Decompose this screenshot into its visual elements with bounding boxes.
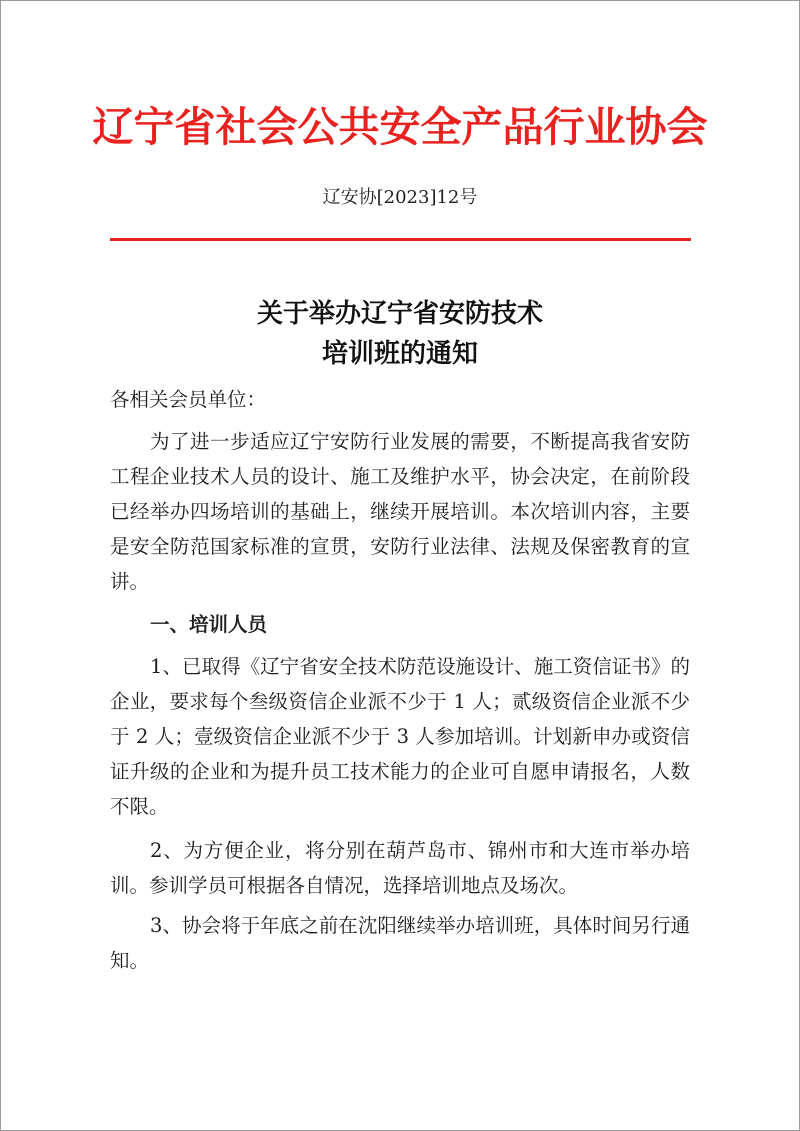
notice-title-line-1: 关于举办辽宁省安防技术	[256, 299, 543, 329]
document-number: 辽安协[2023]12号	[322, 187, 478, 208]
list-item: 2、为方便企业，将分别在葫芦岛市、锦州市和大连市举办培训。参训学员可根据各自情况，选择培训地点及场次。	[110, 839, 690, 897]
list-item: 1、已取得《辽宁省安全技术防范设施设计、施工资信证书》的企业，要求每个叁级资信企业派不少于 1 人；贰级资信企业派不少于 2 人；壹级资信企业派不少于 3 人参加培训。计划新申办或资信证升级的企业和为提升员工技术能力的企业可自愿申请报名，人数不限。	[110, 655, 690, 818]
salutation: 各相关会员单位：	[110, 388, 267, 411]
notice-title-line-2: 培训班的通知	[321, 339, 478, 369]
section-heading-trainees: 一、培训人员	[150, 613, 268, 636]
letterhead-divider	[110, 238, 691, 241]
list-item: 3、协会将于年底之前在沈阳继续举办培训班，具体时间另行通知。	[110, 914, 690, 972]
notice-title	[0, 294, 800, 374]
organization-letterhead: 辽宁省社会公共安全产品行业协会	[92, 103, 708, 151]
intro-paragraph: 为了进一步适应辽宁安防行业发展的需要，不断提高我省安防工程企业技术人员的设计、施工及维护水平，协会决定，在前阶段已经举办四场培训的基础上，继续开展培训。本次培训内容，主要是安全防范国家标准的宣贯，安防行业法律、法规及保密教育的宣讲。	[110, 430, 690, 593]
